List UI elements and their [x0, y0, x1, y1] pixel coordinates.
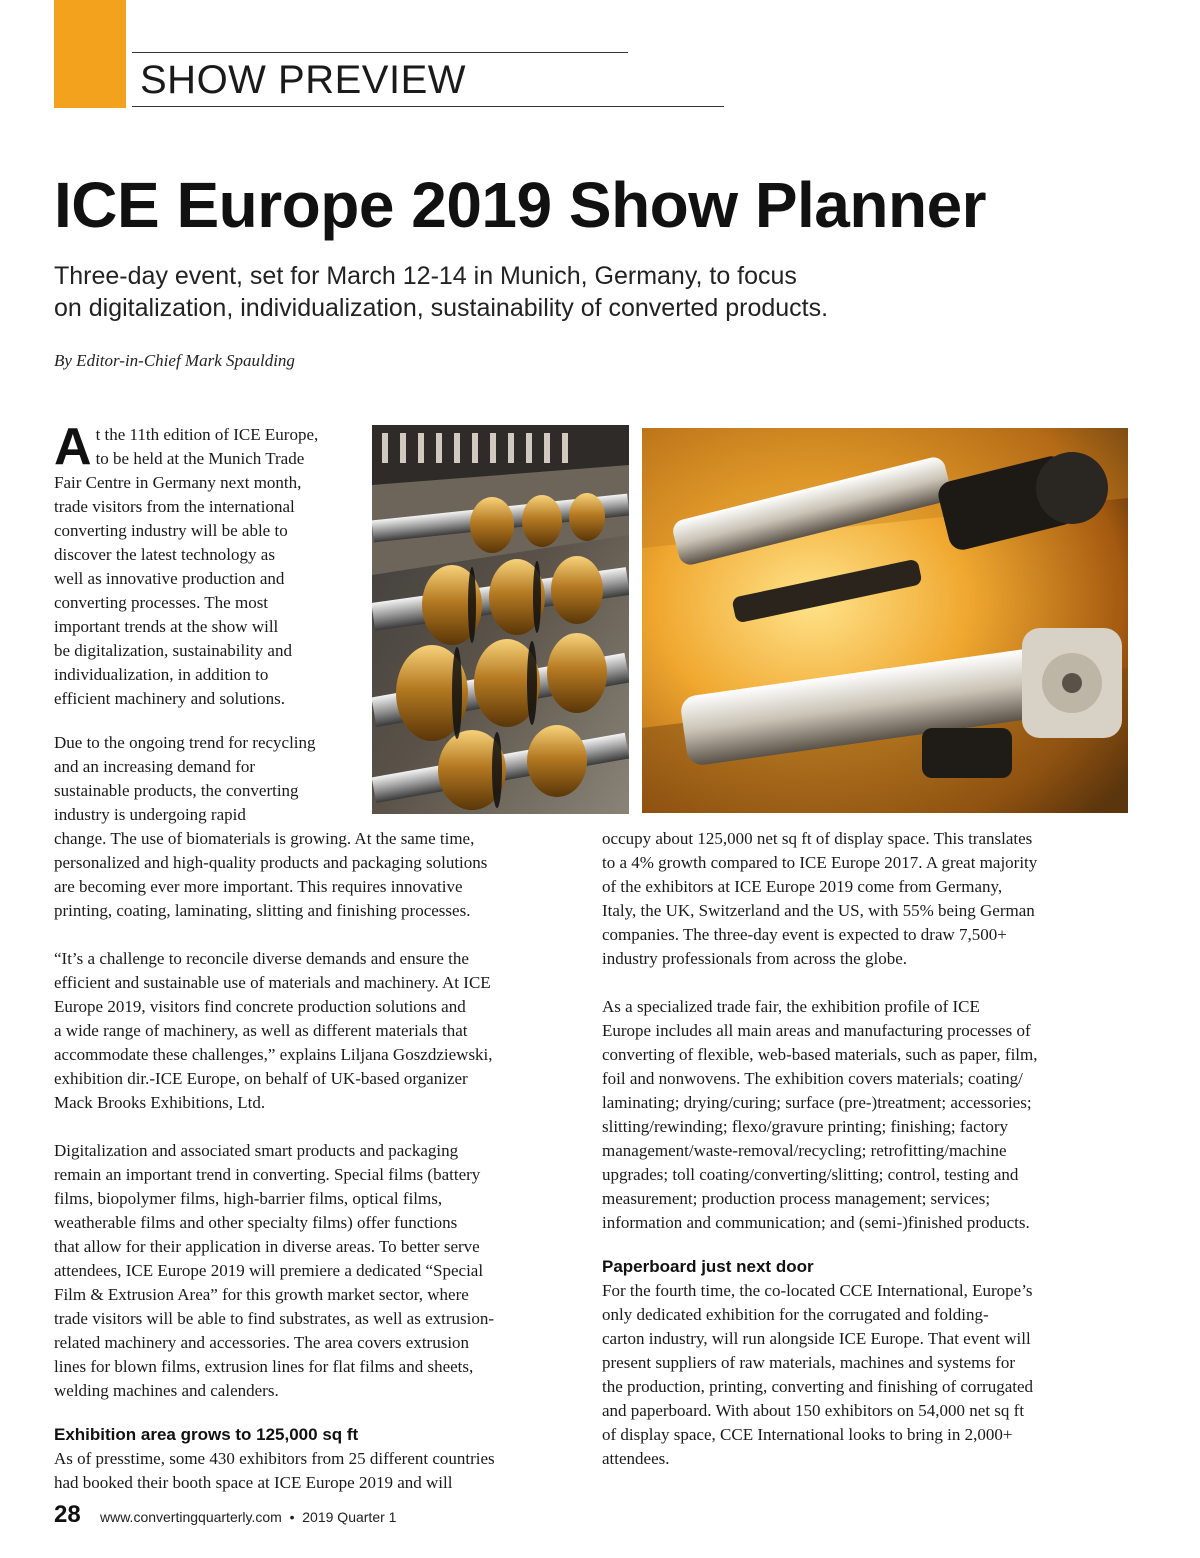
text-line: converting industry will be able to — [54, 521, 288, 540]
text-line: are becoming ever more important. This requires innovative — [54, 877, 463, 896]
text-line: attendees, ICE Europe 2019 will premiere a dedicated “Special — [54, 1261, 484, 1280]
text-line: that allow for their application in diverse areas. To better serve — [54, 1237, 480, 1256]
paragraph-gap — [54, 1115, 574, 1139]
text-line: weatherable films and other specialty films) offer functions — [54, 1213, 458, 1232]
text-line: remain an important trend in converting. Special films (battery — [54, 1165, 481, 1184]
text-line: change. The use of biomaterials is growing. At the same time, — [54, 829, 475, 848]
text-line: industry professionals from across the globe. — [602, 949, 907, 968]
text-line: efficient machinery and solutions. — [54, 689, 286, 708]
text-line: Europe 2019, visitors find concrete production solutions and — [54, 997, 466, 1016]
byline: By Editor-in-Chief Mark Spaulding — [54, 351, 295, 370]
text-line: individualization, in addition to — [54, 665, 269, 684]
text-line: of display space, CCE International looks to bring in 2,000+ — [602, 1425, 1013, 1444]
text-line: For the fourth time, the co-located CCE International, Europe’s — [602, 1281, 1033, 1300]
paperboard-paragraph — [602, 1279, 1142, 1471]
text-line: Film & Extrusion Area” for this growth market sector, where — [54, 1285, 469, 1304]
article-title: ICE Europe 2019 Show Planner — [54, 169, 987, 241]
text-line: t the 11th edition of ICE Europe, — [95, 425, 319, 444]
text-line: important trends at the show will — [54, 617, 279, 636]
text-line: to a 4% growth compared to ICE Europe 2017. A great majority — [602, 853, 1038, 872]
section-label: SHOW PREVIEW — [140, 58, 467, 102]
second-paragraph-start — [54, 731, 370, 827]
text-line: only dedicated exhibition for the corrugated and folding- — [602, 1305, 989, 1324]
text-line: films, biopolymer films, high-barrier films, optical films, — [54, 1189, 443, 1208]
text-line: sustainable products, the converting — [54, 781, 299, 800]
text-line: foil and nonwovens. The exhibition covers materials; coating/ — [602, 1069, 1023, 1088]
footer-info: www.convertingquarterly.com • 2019 Quarter 1 — [100, 1509, 397, 1525]
paragraph-gap — [602, 971, 1142, 995]
text-line: the production, printing, converting and finishing of corrugated — [602, 1377, 1034, 1396]
left-column-body — [54, 827, 574, 1403]
right-column-body — [602, 827, 1142, 1235]
text-line: accommodate these challenges,” explains Liljana Goszdziewski, — [54, 1045, 493, 1064]
text-line: Europe includes all main areas and manufacturing processes of — [602, 1021, 1031, 1040]
slitter-rewinder-photo — [372, 425, 629, 814]
text-line: slitting/rewinding; flexo/gravure printing; finishing; factory — [602, 1117, 1009, 1136]
text-line: welding machines and calenders. — [54, 1381, 279, 1400]
text-line: As of presstime, some 430 exhibitors from 25 different countries — [54, 1449, 495, 1468]
text-line: trade visitors from the international — [54, 497, 295, 516]
text-line: As a specialized trade fair, the exhibition profile of ICE — [602, 997, 980, 1016]
subhead-paperboard: Paperboard just next door — [602, 1257, 814, 1276]
text-line: and paperboard. With about 150 exhibitors on 54,000 net sq ft — [602, 1401, 1025, 1420]
text-line: Due to the ongoing trend for recycling — [54, 733, 316, 752]
intro-paragraph — [54, 418, 370, 711]
slitter-rewinder-image — [372, 425, 629, 814]
text-line: related machinery and accessories. The area covers extrusion — [54, 1333, 470, 1352]
text-line: Mack Brooks Exhibitions, Ltd. — [54, 1093, 266, 1112]
header-rule-top — [132, 52, 628, 53]
text-line: converting processes. The most — [54, 593, 269, 612]
text-line: attendees. — [602, 1449, 670, 1468]
text-line: efficient and sustainable use of materials and machinery. At ICE — [54, 973, 491, 992]
text-line: “It’s a challenge to reconcile diverse demands and ensure the — [54, 949, 469, 968]
text-line: laminating; drying/curing; surface (pre-)treatment; accessories; — [602, 1093, 1032, 1112]
subhead-exhibition-area: Exhibition area grows to 125,000 sq ft — [54, 1425, 359, 1444]
article-deck — [54, 260, 1134, 324]
deck-line: on digitalization, individualization, sustainability of converted products. — [54, 294, 829, 322]
text-line: lines for blown films, extrusion lines for flat films and sheets, — [54, 1357, 474, 1376]
text-line: upgrades; toll coating/converting/slitting; control, testing and — [602, 1165, 1019, 1184]
text-line: industry is undergoing rapid — [54, 805, 246, 824]
text-line: of the exhibitors at ICE Europe 2019 come from Germany, — [602, 877, 1003, 896]
deck-line: Three-day event, set for March 12-14 in Munich, Germany, to focus — [54, 262, 797, 290]
text-line: a wide range of machinery, as well as different materials that — [54, 1021, 468, 1040]
page-number: 28 — [54, 1501, 81, 1528]
text-line: converting of flexible, web-based materials, such as paper, film, — [602, 1045, 1038, 1064]
text-line: and an increasing demand for — [54, 757, 256, 776]
section-accent-bar — [54, 0, 126, 108]
text-line: information and communication; and (semi-)finished products. — [602, 1213, 1030, 1232]
text-line: occupy about 125,000 net sq ft of display space. This translates — [602, 829, 1033, 848]
text-line: had booked their booth space at ICE Europe 2019 and will — [54, 1473, 453, 1492]
text-line: management/waste-removal/recycling; retrofitting/machine — [602, 1141, 1007, 1160]
machine-rollers-image — [642, 428, 1128, 813]
text-line: present suppliers of raw materials, machines and systems for — [602, 1353, 1016, 1372]
text-line: carton industry, will run alongside ICE Europe. That event will — [602, 1329, 1031, 1348]
text-line: printing, coating, laminating, slitting and finishing processes. — [54, 901, 471, 920]
text-line: personalized and high-quality products and packaging solutions — [54, 853, 488, 872]
text-line: Fair Centre in Germany next month, — [54, 473, 302, 492]
text-line: trade visitors will be able to find substrates, as well as extrusion- — [54, 1309, 495, 1328]
exhibition-paragraph — [54, 1447, 594, 1495]
text-line: to be held at the Munich Trade — [95, 449, 305, 468]
paragraph-gap — [54, 923, 574, 947]
text-line: be digitalization, sustainability and — [54, 641, 292, 660]
text-line: Digitalization and associated smart products and packaging — [54, 1141, 459, 1160]
machine-rollers-photo — [642, 428, 1128, 813]
drop-cap: A — [54, 418, 92, 476]
text-line: well as innovative production and — [54, 569, 285, 588]
text-line: Italy, the UK, Switzerland and the US, with 55% being German — [602, 901, 1035, 920]
header-rule-bottom — [132, 106, 724, 107]
text-line: exhibition dir.-ICE Europe, on behalf of UK-based organizer — [54, 1069, 468, 1088]
text-line: measurement; production process management; services; — [602, 1189, 991, 1208]
text-line: discover the latest technology as — [54, 545, 275, 564]
text-line: companies. The three-day event is expected to draw 7,500+ — [602, 925, 1007, 944]
